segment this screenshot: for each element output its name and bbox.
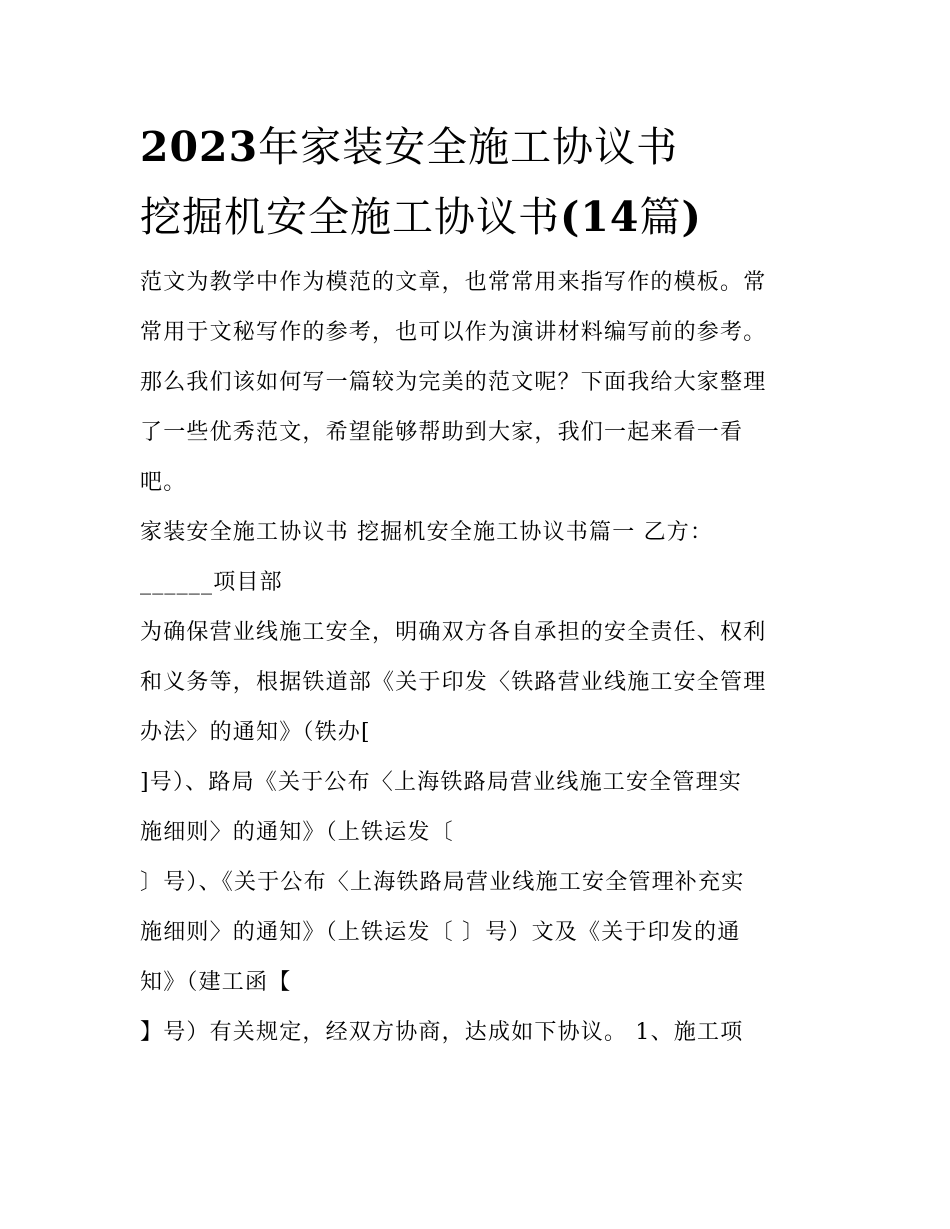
text-line: 〕号）、《关于公布〈上海铁路局营业线施工安全管理补充实 [140, 870, 745, 895]
title-unit: 篇 [639, 193, 682, 241]
text-line: 办法〉的通知》（铁办[ [140, 720, 371, 745]
text-line: 】号）有关规定，经双方协商，达成如下协议。 1、施工项 [140, 1020, 744, 1045]
title-count: (14 [560, 193, 640, 241]
text-line: 为确保营业线施工安全，明确双方各自承担的安全责任、权利 [140, 620, 767, 645]
title-close: ) [681, 193, 702, 241]
title-text-2: 挖掘机安全施工协议书 [140, 193, 560, 241]
text-line: 了一些优秀范文，希望能够帮助到大家，我们一起来看一看 [140, 420, 744, 445]
text-line: 和义务等，根据铁道部《关于印发〈铁路营业线施工安全管理 [140, 670, 767, 695]
document-content [140, 118, 820, 1058]
text-line: 范文为教学中作为模范的文章，也常常用来指写作的模板。常 [140, 270, 767, 295]
title-text-1: 年家装安全施工协议书 [258, 123, 679, 171]
text-line: 家装安全施工协议书 挖掘机安全施工协议书篇一 乙方： [140, 520, 714, 545]
text-line: 知》（建工函【 [140, 970, 292, 995]
text-line: 常用于文秘写作的参考，也可以作为演讲材料编写前的参考。 [140, 320, 767, 345]
text-line: 施细则〉的通知》（上铁运发〔 [140, 820, 454, 845]
document-title-line-1 [140, 118, 820, 176]
text-line: ______项目部 [140, 570, 283, 595]
text-line: 吧。 [140, 470, 187, 495]
title-year: 2023 [140, 123, 259, 171]
text-line: 施细则〉的通知》（上铁运发〔 〕号）文及《关于印发的通 [140, 920, 741, 945]
document-title-line-2 [140, 188, 820, 246]
text-line: ]号）、路局《关于公布〈上海铁路局营业线施工安全管理实 [140, 770, 742, 795]
text-line: 那么我们该如何写一篇较为完美的范文呢？下面我给大家整理 [140, 370, 767, 395]
